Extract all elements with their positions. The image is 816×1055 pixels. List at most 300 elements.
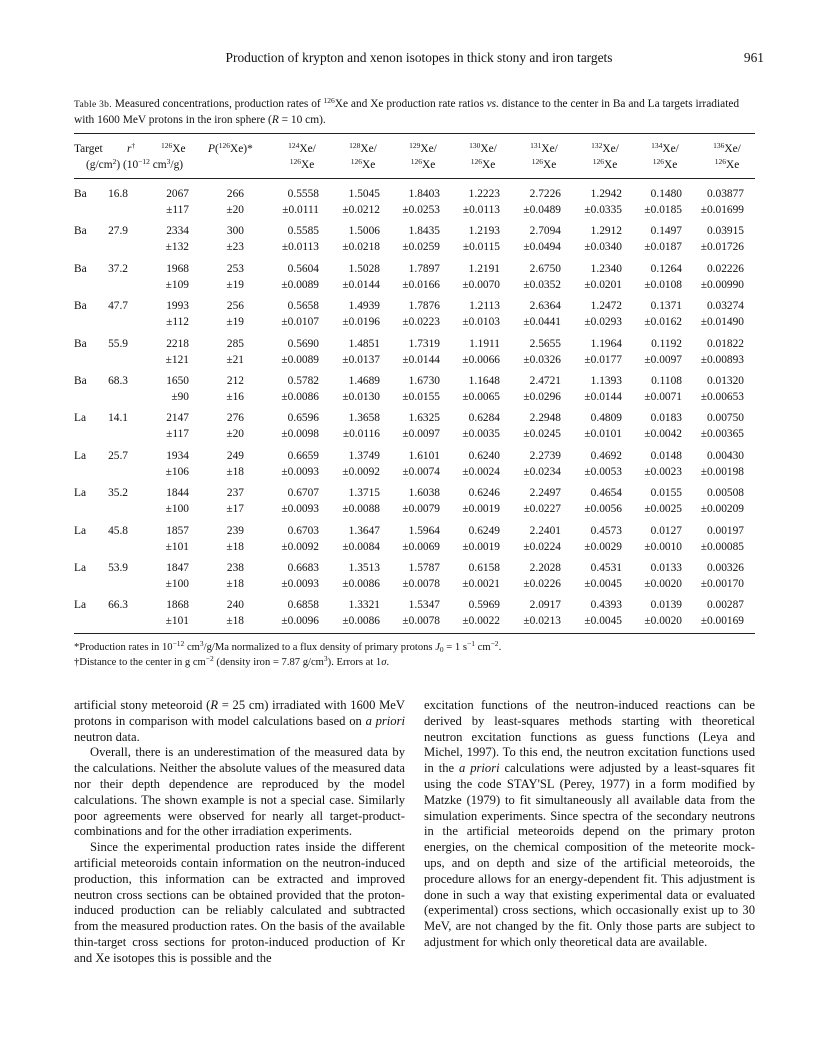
cell-error: ±0.0098 xyxy=(281,427,319,440)
header-ratio-124 xyxy=(280,143,324,172)
cell-error: ±0.0021 xyxy=(462,577,500,590)
cell-value: 1.2223 xyxy=(468,188,500,200)
cell-error: ±0.0086 xyxy=(281,390,319,403)
cell-error: ±23 xyxy=(226,240,244,253)
cell-distance: 14.1 xyxy=(108,412,128,424)
cell-error: ±0.0045 xyxy=(584,577,622,590)
cell-error: ±0.0089 xyxy=(281,278,319,291)
cell-distance: 68.3 xyxy=(108,375,128,387)
cell-xe126-concentration xyxy=(139,561,189,592)
cell-ratio-124 xyxy=(259,598,319,629)
cell-value: 2.6364 xyxy=(529,300,561,312)
cell-error: ±18 xyxy=(226,540,244,553)
cell-value: 0.6284 xyxy=(468,412,500,424)
cell-error: ±101 xyxy=(165,540,189,553)
cell-error: ±0.0335 xyxy=(584,203,622,216)
cell-error: ±0.0137 xyxy=(342,353,380,366)
cell-ratio-129 xyxy=(380,374,440,405)
header-p126: P($^{126}$Xe)* xyxy=(208,141,253,155)
cell-ratio-136 xyxy=(684,524,744,555)
cell-ratio-132 xyxy=(562,187,622,218)
cell-ratio-136 xyxy=(684,224,744,255)
header-ratio-denominator: $^{126}$Xe xyxy=(410,157,436,171)
cell-value: 0.00430 xyxy=(706,450,744,462)
cell-value: 0.6659 xyxy=(287,450,319,462)
cell-error: ±16 xyxy=(226,390,244,403)
cell-error: ±106 xyxy=(165,465,189,478)
cell-value: 0.0139 xyxy=(650,599,682,611)
table-row xyxy=(0,486,816,518)
cell-error: ±0.0166 xyxy=(402,278,440,291)
cell-value: 0.4809 xyxy=(590,412,622,424)
cell-error: ±0.0029 xyxy=(584,540,622,553)
cell-error: ±0.0101 xyxy=(584,427,622,440)
cell-value: 0.5604 xyxy=(287,263,319,275)
cell-production-rate xyxy=(204,561,244,592)
cell-error: ±18 xyxy=(226,465,244,478)
cell-value: 1.4851 xyxy=(348,338,380,350)
cell-ratio-131 xyxy=(501,486,561,517)
cell-error: ±0.0113 xyxy=(462,203,500,216)
cell-value: 1.3513 xyxy=(348,562,380,574)
cell-value: 0.0133 xyxy=(650,562,682,574)
cell-value: 239 xyxy=(226,525,244,537)
cell-error: ±0.0113 xyxy=(281,240,319,253)
cell-value: 0.5969 xyxy=(468,599,500,611)
cell-ratio-130 xyxy=(440,486,500,517)
header-ratio-130 xyxy=(461,143,505,172)
cell-xe126-concentration xyxy=(139,262,189,293)
cell-value: 1.2472 xyxy=(590,300,622,312)
cell-value: 0.03274 xyxy=(706,300,744,312)
cell-value: 1.5045 xyxy=(348,188,380,200)
cell-value: 0.6683 xyxy=(287,562,319,574)
caption-text: = 10 cm). xyxy=(278,114,326,126)
body-column-left xyxy=(74,698,405,967)
cell-value: 2.4721 xyxy=(529,375,561,387)
cell-value: 240 xyxy=(226,599,244,611)
cell-ratio-134 xyxy=(622,598,682,629)
cell-error: ±0.0086 xyxy=(342,614,380,627)
cell-target: Ba xyxy=(74,338,87,350)
cell-error: ±132 xyxy=(165,240,189,253)
cell-value: 249 xyxy=(226,450,244,462)
cell-target: Ba xyxy=(74,225,87,237)
cell-error: ±0.0035 xyxy=(462,427,500,440)
cell-value: 1.3321 xyxy=(348,599,380,611)
cell-ratio-124 xyxy=(259,561,319,592)
cell-ratio-136 xyxy=(684,337,744,368)
cell-ratio-132 xyxy=(562,374,622,405)
cell-ratio-132 xyxy=(562,561,622,592)
cell-error: ±100 xyxy=(165,577,189,590)
cell-value: 0.03915 xyxy=(706,225,744,237)
cell-error: ±0.0074 xyxy=(402,465,440,478)
cell-value: 1.7897 xyxy=(408,263,440,275)
header-ratio-numerator: $^{130}$Xe/ xyxy=(469,141,497,155)
cell-error: ±0.0144 xyxy=(584,390,622,403)
cell-value: 2.2497 xyxy=(529,487,561,499)
cell-error: ±0.0093 xyxy=(281,502,319,515)
cell-target: La xyxy=(74,412,87,424)
cell-distance: 53.9 xyxy=(108,562,128,574)
cell-ratio-136 xyxy=(684,299,744,330)
cell-value: 1.5028 xyxy=(348,263,380,275)
cell-error: ±90 xyxy=(171,390,189,403)
cell-ratio-131 xyxy=(501,524,561,555)
cell-value: 1.5006 xyxy=(348,225,380,237)
cell-error: ±0.0045 xyxy=(584,614,622,627)
header-units: $(g/cm^2)$ ($10^{-12}$ $cm^3/g$) xyxy=(86,157,184,171)
cell-error: ±20 xyxy=(226,203,244,216)
cell-error: ±19 xyxy=(226,315,244,328)
cell-value: 1.6325 xyxy=(408,412,440,424)
cell-error: ±0.0086 xyxy=(342,577,380,590)
cell-error: ±117 xyxy=(166,427,189,440)
cell-ratio-128 xyxy=(320,524,380,555)
cell-ratio-131 xyxy=(501,561,561,592)
cell-error: ±0.0071 xyxy=(644,390,682,403)
header-ratio-136 xyxy=(705,143,749,172)
cell-value: 1844 xyxy=(166,487,189,499)
cell-value: 2.2739 xyxy=(529,450,561,462)
cell-error: ±0.0092 xyxy=(281,540,319,553)
cell-value: 2.7094 xyxy=(529,225,561,237)
cell-error: ±0.00893 xyxy=(700,353,744,366)
cell-value: 1.1393 xyxy=(590,375,622,387)
cell-value: 285 xyxy=(226,338,244,350)
cell-distance: 27.9 xyxy=(108,225,128,237)
caption-text: distance to the center in Ba and La targets irradiated with 1600 MeV protons in the iron sphere ( xyxy=(74,98,740,126)
cell-target: Ba xyxy=(74,263,87,275)
cell-production-rate xyxy=(204,337,244,368)
cell-value: 0.6596 xyxy=(287,412,319,424)
cell-error: ±109 xyxy=(165,278,189,291)
cell-value: 1650 xyxy=(166,375,189,387)
cell-ratio-128 xyxy=(320,224,380,255)
cell-error: ±21 xyxy=(226,353,244,366)
cell-ratio-124 xyxy=(259,224,319,255)
cell-value: 0.0155 xyxy=(650,487,682,499)
cell-value: 0.00750 xyxy=(706,412,744,424)
cell-ratio-129 xyxy=(380,411,440,442)
cell-error: ±0.0107 xyxy=(281,315,319,328)
header-ratio-denominator: $^{126}$Xe xyxy=(350,157,376,171)
cell-ratio-134 xyxy=(622,374,682,405)
cell-ratio-136 xyxy=(684,486,744,517)
cell-production-rate xyxy=(204,187,244,218)
header-ratio-numerator: $^{124}$Xe/ xyxy=(288,141,316,155)
table-row xyxy=(0,449,816,481)
cell-value: 2.2401 xyxy=(529,525,561,537)
table-row xyxy=(0,411,816,443)
header-ratio-numerator: $^{128}$Xe/ xyxy=(349,141,377,155)
cell-ratio-134 xyxy=(622,187,682,218)
header-ratio-131 xyxy=(522,143,566,172)
cell-ratio-129 xyxy=(380,598,440,629)
cell-xe126-concentration xyxy=(139,598,189,629)
cell-value: 0.01320 xyxy=(706,375,744,387)
cell-ratio-129 xyxy=(380,262,440,293)
cell-value: 0.6246 xyxy=(468,487,500,499)
cell-ratio-130 xyxy=(440,561,500,592)
cell-error: ±0.0103 xyxy=(462,315,500,328)
cell-production-rate xyxy=(204,449,244,480)
cell-value: 1.3647 xyxy=(348,525,380,537)
cell-value: 2147 xyxy=(166,412,189,424)
cell-error: ±20 xyxy=(226,427,244,440)
cell-error: ±0.0022 xyxy=(462,614,500,627)
cell-value: 0.5658 xyxy=(287,300,319,312)
cell-value: 0.0127 xyxy=(650,525,682,537)
cell-error: ±0.0023 xyxy=(644,465,682,478)
cell-value: 1.4939 xyxy=(348,300,380,312)
cell-error: ±0.0227 xyxy=(523,502,561,515)
cell-error: ±0.0226 xyxy=(523,577,561,590)
header-ratio-128 xyxy=(341,143,385,172)
cell-value: 1.5787 xyxy=(408,562,440,574)
cell-value: 1.2340 xyxy=(590,263,622,275)
cell-ratio-124 xyxy=(259,299,319,330)
cell-ratio-130 xyxy=(440,449,500,480)
cell-ratio-129 xyxy=(380,224,440,255)
cell-error: ±0.0097 xyxy=(402,427,440,440)
cell-value: 1.5347 xyxy=(408,599,440,611)
cell-error: ±0.0162 xyxy=(644,315,682,328)
header-ratio-numerator: $^{136}$Xe/ xyxy=(713,141,741,155)
cell-value: 2334 xyxy=(166,225,189,237)
cell-error: ±0.0079 xyxy=(402,502,440,515)
cell-error: ±0.0084 xyxy=(342,540,380,553)
cell-ratio-131 xyxy=(501,449,561,480)
cell-error: ±0.0224 xyxy=(523,540,561,553)
cell-value: 0.5558 xyxy=(287,188,319,200)
body-paragraph: Since the experimental production rates inside the different artificial meteoroids contain information on the neutron-induced production, this information can be extracted and improved neutron cross sections can be obtained provided that the proton-induced production can be reliably calculated and subtracted from the measured production rates. On the basis of the available thin-target cross sections for proton-induced production of Kr and Xe isotopes this is possible and the xyxy=(74,840,405,965)
cell-value: 237 xyxy=(226,487,244,499)
cell-error: ±0.0093 xyxy=(281,465,319,478)
cell-value: 212 xyxy=(226,375,244,387)
cell-ratio-129 xyxy=(380,486,440,517)
cell-ratio-134 xyxy=(622,224,682,255)
cell-xe126-concentration xyxy=(139,486,189,517)
header-ratio-numerator: $^{132}$Xe/ xyxy=(591,141,619,155)
cell-ratio-129 xyxy=(380,187,440,218)
cell-error: ±0.0089 xyxy=(281,353,319,366)
cell-ratio-134 xyxy=(622,561,682,592)
cell-ratio-134 xyxy=(622,299,682,330)
cell-distance: 55.9 xyxy=(108,338,128,350)
cell-error: ±0.0097 xyxy=(644,353,682,366)
cell-value: 0.6703 xyxy=(287,525,319,537)
cell-value: 1934 xyxy=(166,450,189,462)
cell-ratio-132 xyxy=(562,262,622,293)
cell-distance: 16.8 xyxy=(108,188,128,200)
cell-ratio-136 xyxy=(684,598,744,629)
cell-error: ±0.0108 xyxy=(644,278,682,291)
cell-error: ±0.00170 xyxy=(700,577,744,590)
cell-value: 256 xyxy=(226,300,244,312)
cell-error: ±0.0066 xyxy=(462,353,500,366)
cell-production-rate xyxy=(204,224,244,255)
caption-vs: vs. xyxy=(486,98,499,110)
cell-distance: 47.7 xyxy=(108,300,128,312)
cell-error: ±0.0245 xyxy=(523,427,561,440)
cell-ratio-128 xyxy=(320,374,380,405)
cell-distance: 45.8 xyxy=(108,525,128,537)
cell-ratio-136 xyxy=(684,374,744,405)
header-ratio-denominator: $^{126}$Xe xyxy=(714,157,740,171)
cell-ratio-131 xyxy=(501,598,561,629)
cell-value: 266 xyxy=(226,188,244,200)
cell-value: 2.2028 xyxy=(529,562,561,574)
cell-error: ±0.0024 xyxy=(462,465,500,478)
cell-production-rate xyxy=(204,486,244,517)
cell-value: 0.6858 xyxy=(287,599,319,611)
table-row xyxy=(0,598,816,630)
caption-text: Measured concentrations, production rates of xyxy=(111,98,324,110)
cell-error: ±0.0144 xyxy=(402,353,440,366)
page-number: 961 xyxy=(743,50,764,65)
cell-ratio-124 xyxy=(259,374,319,405)
cell-error: ±0.00653 xyxy=(700,390,744,403)
cell-ratio-131 xyxy=(501,337,561,368)
cell-value: 0.6707 xyxy=(287,487,319,499)
cell-error: ±121 xyxy=(165,353,189,366)
header-ratio-denominator: $^{126}$Xe xyxy=(531,157,557,171)
cell-ratio-132 xyxy=(562,524,622,555)
cell-error: ±18 xyxy=(226,614,244,627)
cell-value: 0.4654 xyxy=(590,487,622,499)
cell-error: ±101 xyxy=(165,614,189,627)
cell-value: 1.2912 xyxy=(590,225,622,237)
cell-value: 1.1648 xyxy=(468,375,500,387)
table-row xyxy=(0,561,816,593)
cell-error: ±0.00085 xyxy=(700,540,744,553)
cell-value: 0.0148 xyxy=(650,450,682,462)
cell-value: 300 xyxy=(226,225,244,237)
cell-ratio-124 xyxy=(259,449,319,480)
cell-value: 1.8435 xyxy=(408,225,440,237)
cell-xe126-concentration xyxy=(139,337,189,368)
table-row xyxy=(0,337,816,369)
cell-target: La xyxy=(74,599,87,611)
caption-sup: 126 xyxy=(323,96,335,105)
cell-value: 0.5690 xyxy=(287,338,319,350)
cell-error: ±0.0218 xyxy=(342,240,380,253)
cell-error: ±0.0340 xyxy=(584,240,622,253)
cell-error: ±0.0212 xyxy=(342,203,380,216)
cell-value: 1.7319 xyxy=(408,338,440,350)
cell-value: 1.3715 xyxy=(348,487,380,499)
cell-ratio-128 xyxy=(320,561,380,592)
cell-ratio-130 xyxy=(440,299,500,330)
cell-value: 1857 xyxy=(166,525,189,537)
cell-error: ±0.0196 xyxy=(342,315,380,328)
cell-error: ±0.0078 xyxy=(402,577,440,590)
cell-error: ±0.0020 xyxy=(644,614,682,627)
cell-error: ±0.00169 xyxy=(700,614,744,627)
cell-error: ±0.0253 xyxy=(402,203,440,216)
cell-xe126-concentration xyxy=(139,449,189,480)
cell-error: ±0.0326 xyxy=(523,353,561,366)
cell-error: ±0.01490 xyxy=(700,315,744,328)
cell-value: 1993 xyxy=(166,300,189,312)
cell-value: 1.6101 xyxy=(408,450,440,462)
cell-ratio-128 xyxy=(320,449,380,480)
cell-xe126-concentration xyxy=(139,411,189,442)
cell-value: 2.6750 xyxy=(529,263,561,275)
table-row xyxy=(0,524,816,556)
cell-ratio-124 xyxy=(259,411,319,442)
cell-value: 0.00508 xyxy=(706,487,744,499)
cell-production-rate xyxy=(204,374,244,405)
cell-error: ±0.0489 xyxy=(523,203,561,216)
cell-error: ±18 xyxy=(226,577,244,590)
running-header xyxy=(74,50,764,70)
cell-value: 276 xyxy=(226,412,244,424)
cell-value: 1.2193 xyxy=(468,225,500,237)
cell-error: ±19 xyxy=(226,278,244,291)
cell-value: 1.2191 xyxy=(468,263,500,275)
table-row xyxy=(0,262,816,294)
cell-ratio-124 xyxy=(259,337,319,368)
cell-error: ±0.0234 xyxy=(523,465,561,478)
cell-ratio-130 xyxy=(440,524,500,555)
cell-target: Ba xyxy=(74,188,87,200)
cell-value: 0.4692 xyxy=(590,450,622,462)
cell-ratio-132 xyxy=(562,299,622,330)
cell-ratio-136 xyxy=(684,187,744,218)
cell-target: Ba xyxy=(74,375,87,387)
cell-error: ±0.0213 xyxy=(523,614,561,627)
cell-production-rate xyxy=(204,299,244,330)
cell-ratio-130 xyxy=(440,224,500,255)
cell-ratio-128 xyxy=(320,337,380,368)
table-bottom-rule xyxy=(74,633,755,634)
cell-value: 0.1497 xyxy=(650,225,682,237)
table-row xyxy=(0,299,816,331)
running-title: Production of krypton and xenon isotopes in thick stony and iron targets xyxy=(225,50,613,65)
cell-xe126-concentration xyxy=(139,299,189,330)
cell-ratio-124 xyxy=(259,187,319,218)
cell-ratio-131 xyxy=(501,299,561,330)
cell-production-rate xyxy=(204,524,244,555)
cell-value: 0.1480 xyxy=(650,188,682,200)
body-paragraph: Overall, there is an underestimation of the measured data by the calculations. Neither the absolute values of the measured data nor their depth dependence are reproduced by the model calculations. The shown example is not a special case. Similarly poor agreements were observed for nearly all target-product-combinations and for the other irradiation experiments. xyxy=(74,745,405,839)
cell-xe126-concentration xyxy=(139,524,189,555)
cell-ratio-129 xyxy=(380,524,440,555)
cell-ratio-129 xyxy=(380,449,440,480)
table-top-rule xyxy=(74,133,755,134)
body-paragraph: excitation functions of the neutron-induced reactions can be derived by least-squares methods starting with theoretical neutron excitation functions as guess functions (Leya and Michel, 1997). To this end, the neutron excitation functions used in the a priori calculations were adjusted by a least-squares fit using the code STAY'SL (Perey, 1977) in a form modified by Matzke (1979) to fit simultaneously all available data from the simulation experiments. Since spectra of the secondary neutrons in the artificial meteoroids depend on the primary proton energies, on the chemical composition of the meteorite mock-ups, and on depth and size of the artificial meteoroids, the procedure allows for an energy-dependent fit. This adjustment is done in such a way that existing experimental data or evaluated (experimental) cross sections, which occasionally exist up to 30 MeV, are not changed by the fit. Only those parts are subject to adjustment for which only theoretical data are available. xyxy=(424,698,756,949)
cell-error: ±0.0019 xyxy=(462,502,500,515)
cell-error: ±0.00209 xyxy=(700,502,744,515)
cell-value: 0.1192 xyxy=(651,338,682,350)
cell-value: 1.3749 xyxy=(348,450,380,462)
cell-error: ±0.0177 xyxy=(584,353,622,366)
cell-ratio-131 xyxy=(501,411,561,442)
cell-distance: 37.2 xyxy=(108,263,128,275)
header-xe126: $^{126}$Xe xyxy=(161,141,186,155)
cell-error: ±0.0115 xyxy=(462,240,500,253)
cell-error: ±0.00198 xyxy=(700,465,744,478)
cell-value: 0.0183 xyxy=(650,412,682,424)
cell-value: 2.0917 xyxy=(529,599,561,611)
cell-value: 2067 xyxy=(166,188,189,200)
cell-value: 1.8403 xyxy=(408,188,440,200)
header-ratio-denominator: $^{126}$Xe xyxy=(289,157,315,171)
header-r: r† xyxy=(127,141,136,155)
